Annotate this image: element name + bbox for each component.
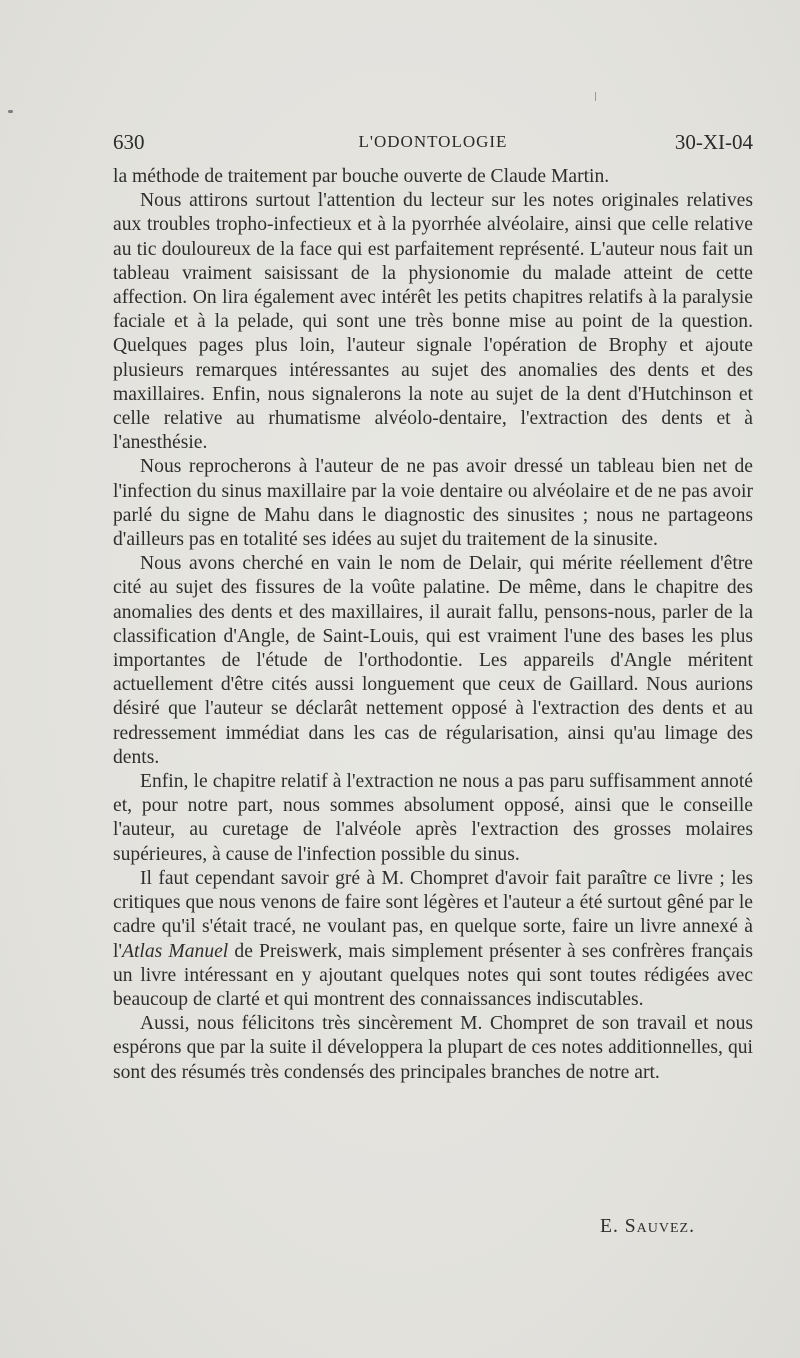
paragraph [113, 867, 753, 1012]
paragraph-text: de Preiswerk, mais simplement présenter à ses confrères français un livre intéressant en y ajoutant quelques notes qui sont toutes rédigées avec beaucoup de clarté et qui montrent des connaissances indiscutables. [113, 940, 754, 1010]
journal-title: L'ODONTOLOGIE [358, 132, 508, 151]
scan-speck [595, 92, 596, 101]
paragraph: Enfin, le chapitre relatif à l'extraction ne nous a pas paru suffisamment annoté et, pour notre part, nous sommes absolument opposé, ainsi que le conseille l'auteur, au curetage de l'alvéole après l'extraction des grosses molaires supérieures, à cause de l'infection possible du sinus. [113, 771, 753, 865]
running-header [113, 130, 753, 158]
paragraph: Nous avons cherché en vain le nom de Delair, qui mérite réellement d'être cité au sujet des fissures de la voûte palatine. De même, dans le chapitre des anomalies des dents et des maxillaires, il aurait fallu, pensons-nous, parler de la classification d'Angle, de Saint-Louis, qui est vraiment l'une des bases les plus importantes de l'étude de l'orthodontie. Les appareils d'Angle méritent actuellement d'être cités aussi longuement que ceux de Gaillard. Nous aurions désiré que l'auteur se déclarât nettement opposé à l'extraction des dents et au redressement immédiat dans les cas de régularisation, ainsi qu'au limage des dents. [113, 553, 753, 768]
issue-date: 30-XI-04 [674, 130, 753, 154]
paragraph: la méthode de traitement par bouche ouverte de Claude Martin. [113, 166, 610, 187]
article-body [113, 165, 753, 1085]
paragraph: Nous attirons surtout l'attention du lecteur sur les notes originales relatives aux troubles tropho-infectieux et à la pyorrhée alvéolaire, ainsi que celle relative au tic douloureux de la face qui est parfaitement représenté. L'auteur nous fait un tableau vraiment saisissant de la physionomie du malade atteint de cette affection. On lira également avec intérêt les petits chapitres relatifs à la paralysie faciale et à la pelade, qui sont une très bonne mise au point de la question. Quelques pages plus loin, l'auteur signale l'opération de Brophy et ajoute plusieurs remarques intéressantes au sujet des anomalies des dents et des maxillaires. Enfin, nous signalerons la note au sujet de la dent d'Hutchinson et celle relative au rhumatisme alvéolo-dentaire, l'extraction des dents et à l'anesthésie. [113, 190, 753, 454]
author-name: E. Sauvez. [600, 1216, 695, 1237]
author-signature [113, 1216, 695, 1238]
page-number: 630 [113, 130, 145, 154]
paragraph-text: Il faut cependant savoir gré à M. Chompret d'avoir fait paraître ce livre ; les critiques que nous venons de faire sont légères et l'auteur a été surtout gêné par le cadre qu'il s'était tracé, ne voulant pas, en quelque sorte, faire un livre annexé à l' [113, 867, 753, 962]
scan-speck [8, 110, 13, 113]
book-title: Atlas Manuel [121, 940, 229, 962]
paragraph: Aussi, nous félicitons très sincèrement M. Chompret de son travail et nous espérons que par la suite il développera la plupart de ces notes additionnelles, qui sont des résumés très condensés des principales branches de notre art. [113, 1013, 753, 1083]
paragraph: Nous reprocherons à l'auteur de ne pas avoir dressé un tableau bien net de l'infection du sinus maxillaire par la voie dentaire ou alvéolaire et de ne pas avoir parlé du signe de Mahu dans le diagnostic des sinusites ; nous ne partageons d'ailleurs pas en totalité ses idées au sujet du traitement de la sinusite. [113, 456, 753, 551]
